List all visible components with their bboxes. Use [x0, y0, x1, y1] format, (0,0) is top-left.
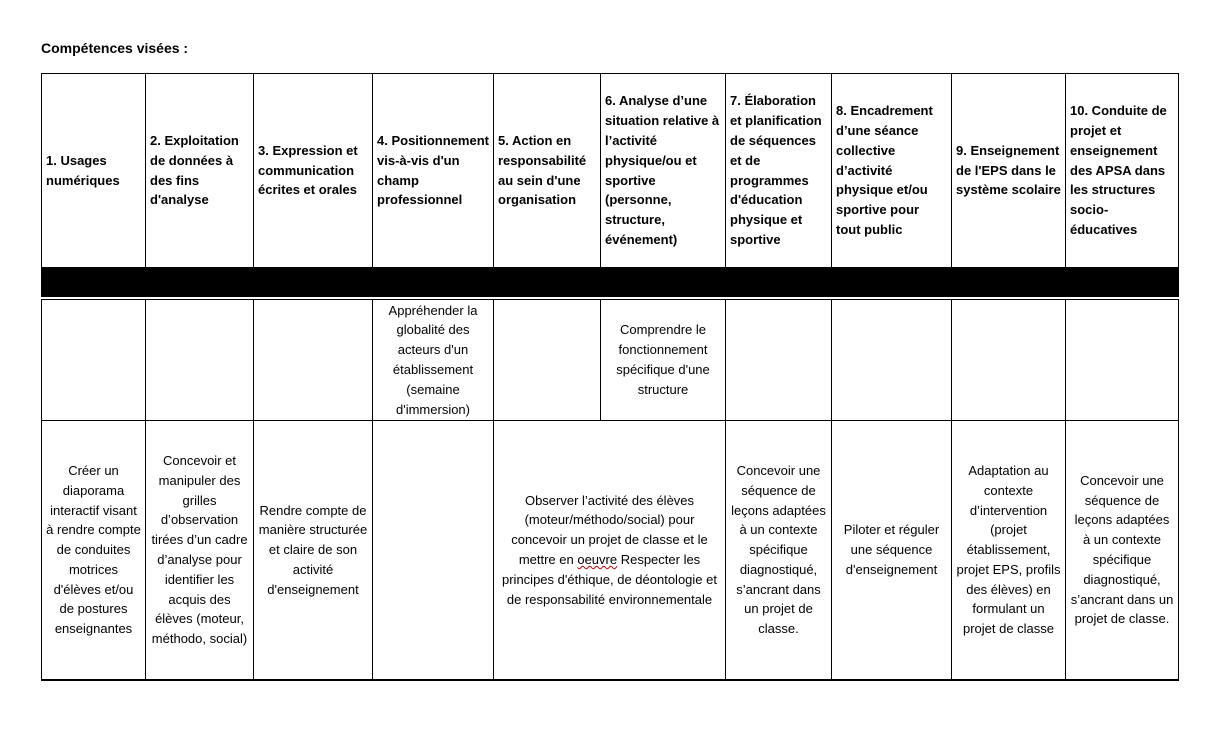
table-row: [42, 421, 1179, 681]
page-title: Compétences visées :: [41, 40, 189, 56]
cell-text: Observer l’activité des élèves (moteur/méthodo/social) pour concevoir un projet de classe et le mettre en: [511, 492, 708, 567]
table-cell: [952, 298, 1066, 421]
table-cell: [1066, 298, 1179, 421]
table-row: [42, 298, 1179, 421]
table-cell: [254, 298, 373, 421]
header-row: [42, 74, 1179, 268]
table-cell: [373, 421, 494, 681]
header-cell: 1. Usages numériques: [42, 74, 146, 268]
black-separator: [42, 268, 1179, 299]
merged-table-cell: [494, 421, 726, 681]
table-cell: [146, 298, 254, 421]
table-cell: [494, 298, 601, 421]
header-cell: 2. Exploitation de données à des fins d'analyse: [146, 74, 254, 268]
separator-row: [42, 268, 1179, 299]
cell-text: Respecter les principes d'éthique, de déontologie et de responsabilité environnementale: [502, 552, 717, 607]
table-cell: Concevoir et manipuler des grilles d’observation tirées d’un cadre d’analyse pour identifier les acquis des élèves (moteur, méthodo, social): [146, 421, 254, 681]
table-cell: [726, 298, 832, 421]
header-cell: 4. Positionnement vis-à-vis d'un champ professionnel: [373, 74, 494, 268]
table-cell: Créer un diaporama interactif visant à rendre compte de conduites motrices d'élèves et/ou de postures enseignantes: [42, 421, 146, 681]
spellcheck-word: oeuvre: [577, 552, 618, 567]
header-cell: 10. Conduite de projet et enseignement des APSA dans les structures socio-éducatives: [1066, 74, 1179, 268]
header-cell: 3. Expression et communication écrites et orales: [254, 74, 373, 268]
header-cell: 8. Encadrement d’une séance collective d’activité physique et/ou sportive pour tout public: [832, 74, 952, 268]
table-cell: [42, 298, 146, 421]
table-cell: Piloter et réguler une séquence d'enseignement: [832, 421, 952, 681]
header-cell: 9. Enseignement de l'EPS dans le système scolaire: [952, 74, 1066, 268]
table-cell: Concevoir une séquence de leçons adaptées à un contexte spécifique diagnostiqué, s’ancrant dans un projet de classe.: [726, 421, 832, 681]
table-cell: Rendre compte de manière structurée et claire de son activité d'enseignement: [254, 421, 373, 681]
table-cell: Concevoir une séquence de leçons adaptées à un contexte spécifique diagnostiqué, s’ancrant dans un projet de classe.: [1066, 421, 1179, 681]
competences-table: [41, 73, 1179, 681]
header-cell: 6. Analyse d’une situation relative à l’activité physique/ou et sportive (personne, structure, événement): [601, 74, 726, 268]
header-cell: 7. Élaboration et planification de séquences et de programmes d'éducation physique et sportive: [726, 74, 832, 268]
table-cell: Adaptation au contexte d’intervention (projet établissement, projet EPS, profils des élèves) en formulant un projet de classe: [952, 421, 1066, 681]
table-cell: [832, 298, 952, 421]
table-cell: Comprendre le fonctionnement spécifique d'une structure: [601, 298, 726, 421]
table-cell: Appréhender la globalité des acteurs d'un établissement (semaine d'immersion): [373, 298, 494, 421]
header-cell: 5. Action en responsabilité au sein d'une organisation: [494, 74, 601, 268]
